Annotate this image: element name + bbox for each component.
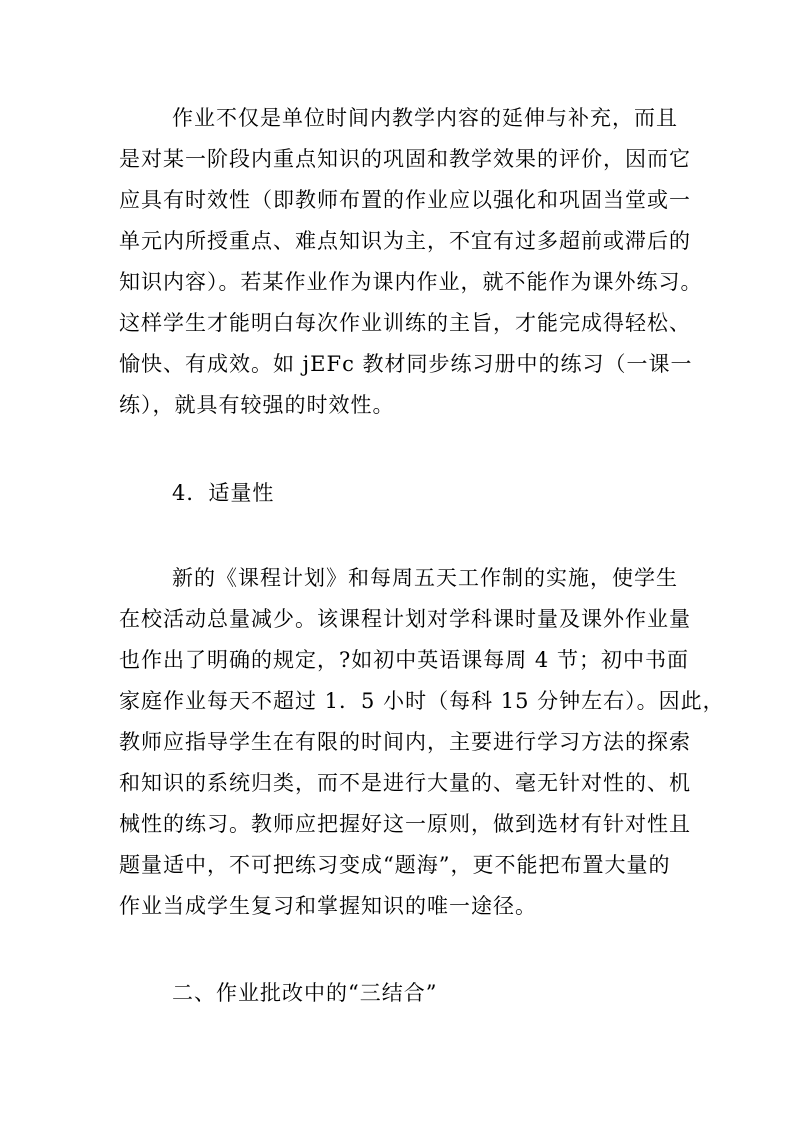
- text-line: 也作出了明确的规定，?如初中英语课每周 4 节；初中书面: [119, 648, 689, 672]
- text-line: 作业不仅是单位时间内教学内容的延伸与补充，而且: [172, 106, 678, 130]
- text-line: 械性的练习。教师应把握好这一原则，做到选材有针对性且: [119, 812, 691, 836]
- text-line: 愉快、有成效。如 jEFc 教材同步练习册中的练习（一课一: [119, 352, 693, 376]
- text-line: 教师应指导学生在有限的时间内，主要进行学习方法的探索: [119, 730, 691, 754]
- text-line: 和知识的系统归类，而不是进行大量的、毫无针对性的、机: [119, 771, 691, 795]
- section-heading: 4．适量性: [172, 481, 275, 505]
- text-line: 单元内所授重点、难点知识为主，不宜有过多超前或滞后的: [119, 229, 691, 253]
- text-line: 应具有时效性（即教师布置的作业应以强化和巩固当堂或一: [119, 188, 691, 212]
- section-heading: 二、作业批改中的“三结合”: [172, 981, 438, 1005]
- text-line: 练），就具有较强的时效性。: [119, 393, 395, 417]
- text-line: 家庭作业每天不超过 1．5 小时（每科 15 分钟左右）。因此，: [119, 689, 725, 713]
- text-line: 作业当成学生复习和掌握知识的唯一途径。: [119, 894, 537, 918]
- text-line: 知识内容）。若某作业作为课内作业，就不能作为课外练习。: [119, 270, 703, 294]
- text-line: 题量适中，不可把练习变成“题海”，更不能把布置大量的: [119, 853, 671, 877]
- text-line: 在校活动总量减少。该课程计划对学科课时量及课外作业量: [119, 607, 691, 631]
- text-line: 新的《课程计划》和每周五天工作制的实施，使学生: [172, 566, 678, 590]
- text-line: 这样学生才能明白每次作业训练的主旨，才能完成得轻松、: [119, 311, 691, 335]
- text-line: 是对某一阶段内重点知识的巩固和教学效果的评价，因而它: [119, 147, 691, 171]
